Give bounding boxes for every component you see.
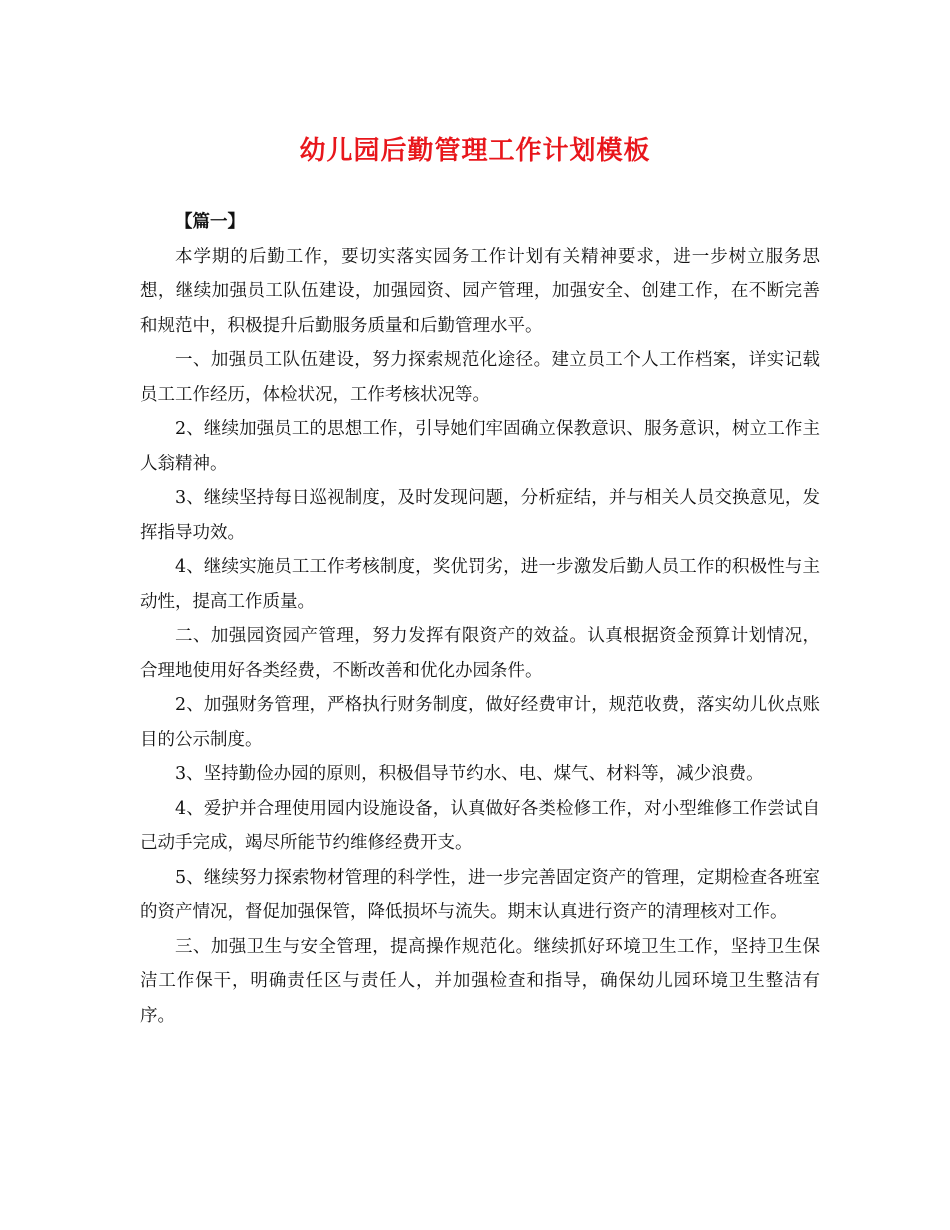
paragraph-staff-thinking: 2、继续加强员工的思想工作，引导她们牢固确立保教意识、服务意识，树立工作主人翁精神。 [140, 419, 820, 474]
paragraph-assessment: 4、继续实施员工工作考核制度，奖优罚劣，进一步激发后勤人员工作的积极性与主动性，提高工作质量。 [140, 557, 820, 612]
paragraph-thrift: 3、坚持勤俭办园的原则，积极倡导节约水、电、煤气、材料等，减少浪费。 [175, 764, 764, 784]
document-title: 幼儿园后勤管理工作计划模板 [299, 136, 651, 166]
paragraph-materials: 5、继续努力探索物材管理的科学性，进一步完善固定资产的管理，定期检查各班室的资产情况，督促加强保管，降低损坏与流失。期末认真进行资产的清理核对工作。 [140, 867, 820, 922]
paragraph-intro: 本学期的后勤工作，要切实落实园务工作计划有关精神要求，进一步树立服务思想，继续加强员工队伍建设，加强园资、园产管理，加强安全、创建工作，在不断完善和规范中，积极提升后勤服务质量和后勤管理水平。 [140, 246, 820, 336]
document-body [140, 205, 820, 1033]
paragraph-asset-management: 二、加强园资园产管理，努力发挥有限资产的效益。认真根据资金预算计划情况，合理地使用好各类经费，不断改善和优化办园条件。 [140, 626, 820, 681]
paragraph-staff-building: 一、加强员工队伍建设，努力探索规范化途径。建立员工个人工作档案，详实记载员工工作经历，体检状况，工作考核状况等。 [140, 350, 820, 405]
paragraph-maintenance: 4、爱护并合理使用园内设施设备，认真做好各类检修工作，对小型维修工作尝试自己动手完成，竭尽所能节约维修经费开支。 [140, 798, 820, 853]
paragraph-hygiene-safety: 三、加强卫生与安全管理，提高操作规范化。继续抓好环境卫生工作，坚持卫生保洁工作保干，明确责任区与责任人，并加强检查和指导，确保幼儿园环境卫生整洁有序。 [140, 936, 820, 1026]
paragraph-daily-patrol: 3、继续坚持每日巡视制度，及时发现问题，分析症结，并与相关人员交换意见，发挥指导功效。 [140, 488, 820, 543]
section-label: 【篇一】 [175, 212, 245, 232]
paragraph-finance: 2、加强财务管理，严格执行财务制度，做好经费审计，规范收费，落实幼儿伙点账目的公示制度。 [140, 695, 820, 750]
